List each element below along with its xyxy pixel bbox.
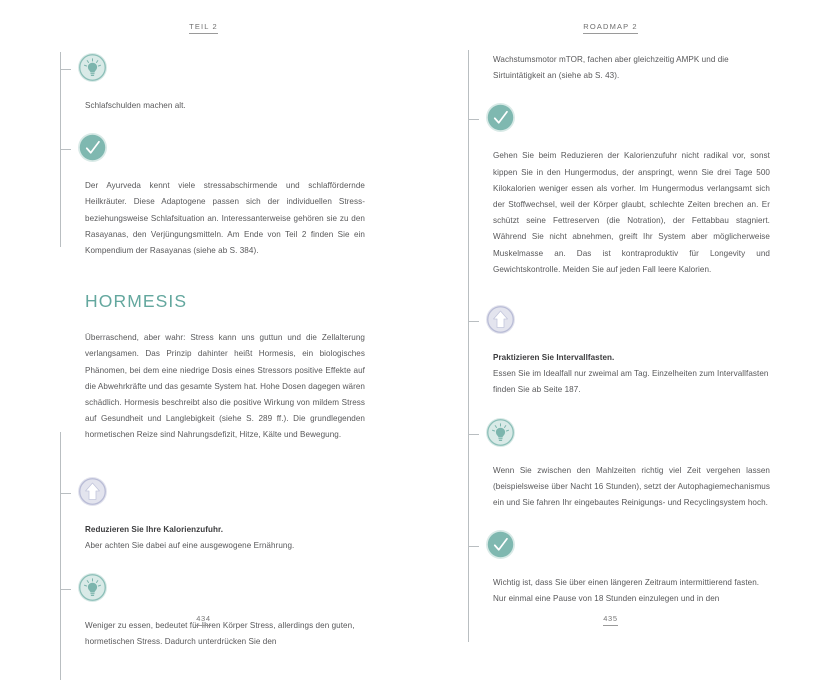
- action-body-text: Aber achten Sie dabei auf eine ausgewogene Ernährung.: [85, 540, 295, 550]
- timeline-tick: [60, 149, 71, 150]
- timeline-tick: [468, 119, 479, 120]
- right-page: [407, 0, 814, 648]
- action-lead-text: Praktizieren Sie Intervallfasten.: [493, 353, 615, 363]
- page-title: HORMESIS: [85, 291, 188, 312]
- spacer: [85, 554, 365, 572]
- timeline-tick: [468, 321, 479, 322]
- timeline-icon-row: [493, 529, 770, 563]
- running-head-left: [0, 22, 407, 34]
- arrow-up-circle-icon: [77, 476, 108, 507]
- action-body-text: Essen Sie im Idealfall nur zweimal am Tag. Einzelheiten zum Intervallfasten finden Sie ab Seite 187.: [493, 369, 769, 395]
- spacer: [85, 259, 365, 291]
- timeline-icon-row: [493, 102, 770, 136]
- timeline-icon-row: [493, 304, 770, 338]
- lightbulb-icon: [485, 417, 516, 448]
- spacer: [493, 399, 770, 417]
- lightbulb-icon: [77, 572, 108, 603]
- running-head-left-text: TEIL 2: [189, 22, 218, 34]
- lightbulb-icon: [77, 52, 108, 83]
- timeline-icon-row: [85, 572, 365, 606]
- spacer: [85, 86, 365, 98]
- section-intro-text: Überraschend, aber wahr: Stress kann uns guttun und die Zellalterung verlangsamen. Das Prinzip dahinter heißt Hormesis, ein biologisches Phänomen, bei dem eine niedrige Dosis eines Stressors positive Effekte auf die Abwehrkräfte und das gesamte System hat. Hohe Dosen dagegen wären schädlich. Hormesis beschreibt also die positive Wirkung von mildem Stress auf Gesundheit und Langlebigkeit (siehe S. 289 ff.). Die grundlegenden hormetischen Reize sind Nahrungsdefizit, Hitze, Kälte und Bewegung.: [85, 333, 365, 440]
- continuation-text: Wachstumsmotor mTOR, fachen aber gleichzeitig AMPK und die Sirtuintätigkeit an (siehe ab S. 43).: [493, 55, 729, 81]
- arrow-up-circle-icon: [485, 304, 516, 335]
- timeline-block: [493, 304, 770, 399]
- spacer: [493, 278, 770, 304]
- timeline-icon-row: [85, 52, 365, 86]
- note-text: Schlafschulden machen alt.: [85, 101, 186, 110]
- note-text: Gehen Sie beim Reduzieren der Kalorienzufuhr nicht radikal vor, sonst kippen Sie in den Hungermodus, der anspringt, wenn Sie drei Tage 500 Kilokalorien weniger essen als vorher. Im Hungermodus verlangsamt sich der Stoffwechsel, weil der Körper glaubt, schlechte Zeiten brechen an. Er schützt seine Fettreserven (die Notration), der Fettabbau stagniert. Während Sie nicht abnehmen, greift Ihr System aber möglicherweise Muskelmasse an. Das ist kontraproduktiv für Longevity und Gewichtskontrolle. Meiden Sie auf jeden Fall leere Kalorien.: [493, 151, 770, 274]
- timeline-block: [85, 132, 365, 259]
- check-circle-icon: [77, 132, 108, 163]
- timeline-tick: [60, 589, 71, 590]
- timeline-icon-row: [85, 476, 365, 510]
- note-text: Wichtig ist, dass Sie über einen längeren Zeitraum intermittierend fasten. Nur einmal eine Pause von 18 Stunden einzulegen und in den: [493, 578, 760, 604]
- folio-left-number: 434: [196, 614, 211, 626]
- right-column: [468, 52, 770, 604]
- spacer: [85, 166, 365, 178]
- timeline-tick: [468, 434, 479, 435]
- spacer: [493, 563, 770, 575]
- spacer: [85, 510, 365, 522]
- timeline-rail-segment-bottom: [60, 432, 61, 680]
- spacer: [493, 451, 770, 463]
- left-page: [0, 0, 407, 648]
- right-column-content: [468, 52, 770, 608]
- timeline-icon-row: [493, 417, 770, 451]
- timeline-tick: [60, 493, 71, 494]
- spacer: [493, 136, 770, 148]
- note-text: Der Ayurveda kennt viele stressabschirmende und schlaffördernde Heilkräuter. Diese Adaptogene passen sich der individuellen Stress- beziehungsweise Schlafsituation an. Interessanterweise gehören sie zu den Rasayanas, den Verjüngungsmitteln. Am Ende von Teil 2 finden Sie ein Kompendium der Rasayanas (siehe ab S. 384).: [85, 181, 365, 256]
- folio-left: [0, 614, 407, 626]
- action-lead-text: Reduzieren Sie Ihre Kalorienzufuhr.: [85, 524, 224, 534]
- timeline-tick: [60, 69, 71, 70]
- timeline-rail-segment-full: [468, 50, 469, 642]
- spacer: [85, 444, 365, 476]
- timeline-block: [85, 52, 365, 114]
- folio-right: [407, 614, 814, 626]
- check-circle-icon: [485, 102, 516, 133]
- spacer: [493, 338, 770, 350]
- spacer: [493, 84, 770, 102]
- note-text: Weniger zu essen, bedeutet für Ihren Körper Stress, allerdings den guten, hormetischen Stress. Dadurch unterdrücken Sie den: [85, 621, 355, 647]
- spacer: [85, 114, 365, 132]
- folio-right-number: 435: [603, 614, 618, 626]
- timeline-block: [493, 102, 770, 278]
- check-circle-icon: [485, 529, 516, 560]
- note-text: Wenn Sie zwischen den Mahlzeiten richtig viel Zeit vergehen lassen (beispielsweise über Nacht 16 Stunden), setzt der Autophagiemechanismus ein und Sie fahren Ihr eingebautes Reinigungs- und Recyclingsystem hoch.: [493, 465, 770, 508]
- left-column-content: [60, 52, 365, 650]
- timeline-tick: [468, 546, 479, 547]
- running-head-right-text: ROADMAP 2: [583, 22, 637, 34]
- timeline-block: [85, 476, 365, 554]
- running-head-right: [407, 22, 814, 34]
- timeline-block: [493, 417, 770, 512]
- timeline-block: [493, 529, 770, 607]
- spacer: [493, 511, 770, 529]
- spacer: [85, 312, 365, 330]
- timeline-block: [85, 572, 365, 650]
- timeline-icon-row: [85, 132, 365, 166]
